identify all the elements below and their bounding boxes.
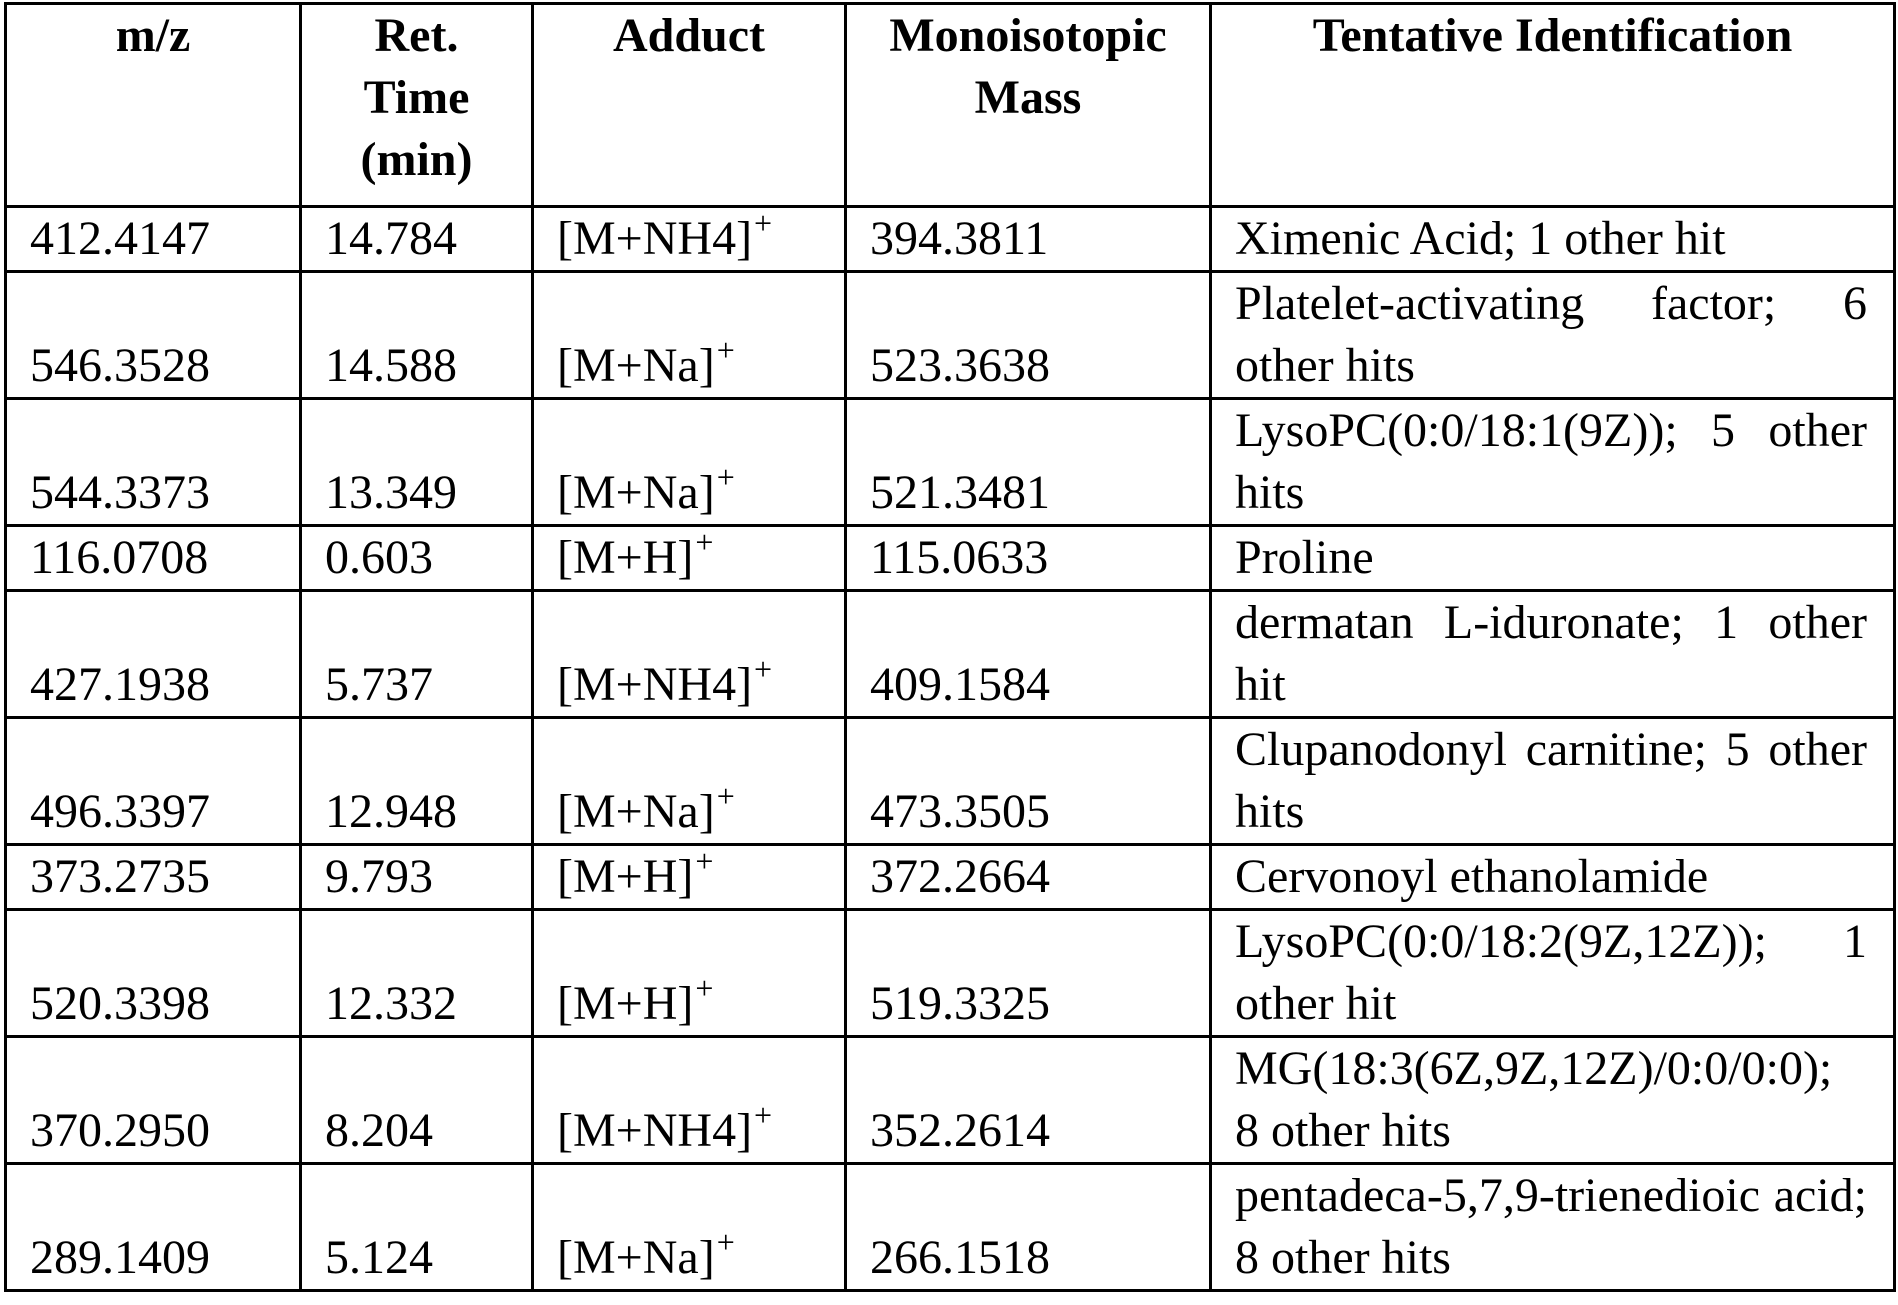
table-row: [6, 399, 1895, 526]
cell-mz: 427.1938: [6, 591, 301, 718]
cell-retention-time: 13.349: [301, 399, 533, 526]
cell-monoisotopic-mass: 523.3638: [846, 272, 1211, 399]
cell-monoisotopic-mass: 266.1518: [846, 1164, 1211, 1291]
table-header: [6, 4, 1895, 207]
cell-retention-time: 5.737: [301, 591, 533, 718]
adduct-charge: +: [716, 332, 735, 368]
cell-identification: pentadeca-5,7,9-trienedioic acid; 8 other hits: [1211, 1164, 1895, 1291]
adduct-charge: +: [716, 778, 735, 814]
cell-retention-time: 14.588: [301, 272, 533, 399]
adduct-label: [M+Na]: [557, 785, 715, 838]
cell-identification: LysoPC(0:0/18:2(9Z,12Z)); 1 other hit: [1211, 910, 1895, 1037]
adduct-label: [M+NH4]: [557, 212, 753, 265]
header-mz: [6, 4, 301, 207]
header-tentative-identification: [1211, 4, 1895, 207]
cell-retention-time: 12.332: [301, 910, 533, 1037]
cell-identification: Platelet-activating factor; 6 other hits: [1211, 272, 1895, 399]
table-row: [6, 1037, 1895, 1164]
cell-retention-time: 9.793: [301, 845, 533, 910]
cell-monoisotopic-mass: 519.3325: [846, 910, 1211, 1037]
table-row: [6, 272, 1895, 399]
cell-identification: LysoPC(0:0/18:1(9Z)); 5 other hits: [1211, 399, 1895, 526]
header-mass-line-2: Mass: [974, 71, 1082, 124]
cell-adduct: [533, 1164, 846, 1291]
cell-mz: 116.0708: [6, 526, 301, 591]
cell-adduct: [533, 845, 846, 910]
cell-adduct: [533, 207, 846, 272]
cell-mz: 520.3398: [6, 910, 301, 1037]
cell-mz: 496.3397: [6, 718, 301, 845]
adduct-charge: +: [695, 970, 714, 1006]
adduct-charge: +: [695, 843, 714, 879]
cell-monoisotopic-mass: 352.2614: [846, 1037, 1211, 1164]
cell-mz: 412.4147: [6, 207, 301, 272]
header-row: [6, 4, 1895, 207]
cell-adduct: [533, 1037, 846, 1164]
header-rt-line-3: (min): [360, 133, 473, 186]
header-rt-line-1: Ret.: [374, 9, 459, 62]
header-adduct-line-1: Adduct: [612, 9, 766, 62]
cell-identification: dermatan L-iduronate; 1 other hit: [1211, 591, 1895, 718]
cell-retention-time: 14.784: [301, 207, 533, 272]
table-row: [6, 591, 1895, 718]
header-monoisotopic-mass: [846, 4, 1211, 207]
cell-retention-time: 8.204: [301, 1037, 533, 1164]
cell-adduct: [533, 272, 846, 399]
cell-monoisotopic-mass: 372.2664: [846, 845, 1211, 910]
header-rt-line-2: Time: [363, 71, 470, 124]
cell-identification: Ximenic Acid; 1 other hit: [1211, 207, 1895, 272]
adduct-label: [M+H]: [557, 850, 694, 903]
cell-monoisotopic-mass: 521.3481: [846, 399, 1211, 526]
adduct-label: [M+H]: [557, 977, 694, 1030]
adduct-charge: +: [695, 524, 714, 560]
cell-adduct: [533, 526, 846, 591]
table-body: [6, 207, 1895, 1291]
adduct-charge: +: [754, 205, 773, 241]
header-retention-time: [301, 4, 533, 207]
header-adduct: [533, 4, 846, 207]
adduct-label: [M+Na]: [557, 1231, 715, 1284]
table-row: [6, 207, 1895, 272]
cell-adduct: [533, 910, 846, 1037]
cell-monoisotopic-mass: 473.3505: [846, 718, 1211, 845]
adduct-label: [M+Na]: [557, 466, 715, 519]
header-mz-line-1: m/z: [115, 9, 191, 62]
cell-mz: 546.3528: [6, 272, 301, 399]
cell-monoisotopic-mass: 409.1584: [846, 591, 1211, 718]
results-table: [4, 2, 1896, 1292]
adduct-charge: +: [716, 459, 735, 495]
adduct-charge: +: [754, 1097, 773, 1133]
cell-retention-time: 5.124: [301, 1164, 533, 1291]
cell-identification: Clupanodonyl carnitine; 5 other hits: [1211, 718, 1895, 845]
cell-identification: MG(18:3(6Z,9Z,12Z)/0:0/0:0); 8 other hits: [1211, 1037, 1895, 1164]
adduct-label: [M+Na]: [557, 339, 715, 392]
cell-adduct: [533, 399, 846, 526]
cell-retention-time: 0.603: [301, 526, 533, 591]
table-row: [6, 910, 1895, 1037]
table-row: [6, 845, 1895, 910]
cell-retention-time: 12.948: [301, 718, 533, 845]
header-mass-line-1: Monoisotopic: [889, 9, 1167, 62]
cell-mz: 373.2735: [6, 845, 301, 910]
cell-mz: 370.2950: [6, 1037, 301, 1164]
adduct-label: [M+H]: [557, 531, 694, 584]
cell-monoisotopic-mass: 115.0633: [846, 526, 1211, 591]
cell-identification: Cervonoyl ethanolamide: [1211, 845, 1895, 910]
cell-mz: 289.1409: [6, 1164, 301, 1291]
header-ident-line-1: Tentative Identification: [1312, 9, 1793, 62]
adduct-label: [M+NH4]: [557, 1104, 753, 1157]
cell-mz: 544.3373: [6, 399, 301, 526]
table-row: [6, 1164, 1895, 1291]
table-row: [6, 718, 1895, 845]
cell-monoisotopic-mass: 394.3811: [846, 207, 1211, 272]
cell-identification: Proline: [1211, 526, 1895, 591]
adduct-label: [M+NH4]: [557, 658, 753, 711]
adduct-charge: +: [754, 651, 773, 687]
adduct-charge: +: [716, 1224, 735, 1260]
cell-adduct: [533, 718, 846, 845]
cell-adduct: [533, 591, 846, 718]
table-row: [6, 526, 1895, 591]
